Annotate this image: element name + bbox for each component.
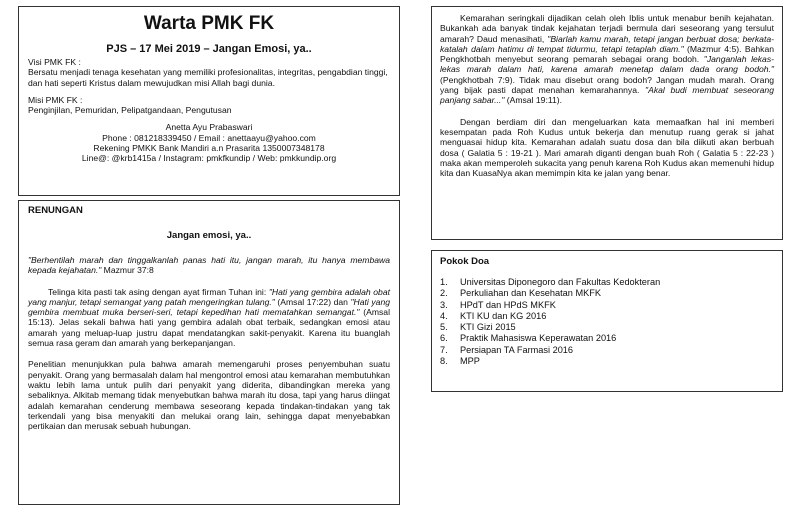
opening-verse-ref: Mazmur 37:8 (101, 265, 154, 276)
list-item (440, 333, 774, 344)
visi-text: Bersatu menjadi tenaga kesehatan yang memiliki profesionalitas, integritas, pengabdian tinggi, dan hati seperti Kristus dalam mewujudkan misi Allah bagi dunia. (28, 67, 388, 88)
item-text: KTI KU dan KG 2016 (460, 310, 547, 321)
item-text: HPdT dan HPdS MKFK (460, 299, 556, 310)
renungan-heading: RENUNGAN (28, 205, 83, 216)
list-item (440, 345, 774, 356)
text-span: Telinga kita pasti tak asing dengan ayat firman Tuhan ini: (48, 286, 269, 297)
contact-phone: Phone : 081218339450 / Email : anettaayu@yahoo.com (102, 132, 316, 143)
item-number: 4. (440, 310, 448, 321)
item-number: 5. (440, 322, 448, 333)
continuation-box (431, 6, 783, 240)
list-item (440, 300, 774, 311)
pokok-doa-heading: Pokok Doa (440, 256, 490, 267)
opening-verse-text: "Berhentilah marah dan tinggalkanlah panas hati itu, jangan marah, itu hanya membawa kepada kejahatan." (28, 255, 390, 276)
item-text: Praktik Mahasiswa Keperawatan 2016 (460, 333, 617, 344)
quote-span: "Biarlah kamu marah, tetapi jangan berbuat dosa; berkata-katalah dalam hatimu di tempat tidurmu, tetapi tetaplah diam." (440, 33, 774, 54)
item-number: 2. (440, 288, 448, 299)
misi-text: Penginjilan, Pemuridan, Pelipatgandaan, Pengutusan (28, 105, 232, 116)
text-span: (Amsal 19:11). (504, 95, 563, 106)
renungan-box (18, 200, 400, 505)
item-number: 6. (440, 333, 448, 344)
pokok-doa-box (431, 250, 783, 392)
header-box (18, 6, 400, 196)
article-title: Jangan emosi, ya.. (166, 230, 252, 241)
text-span: (Amsal 15:13). Jelas sekali bahwa hati yang gembira adalah obat terbaik, sedangkan emosi atau amarah yang meluap-luap justru dapat mendatangkan sakit-penyakit. Karena itu buanglah semua rasa geram dan amarah yang berkepanjangan. (28, 307, 390, 349)
list-item (440, 277, 774, 288)
text-span: (Amsal 17:22) dan (274, 296, 351, 307)
renungan-paragraph-1 (28, 287, 390, 349)
item-number: 7. (440, 344, 448, 355)
list-item (440, 288, 774, 299)
newsletter-subtitle: PJS – 17 Mei 2019 – Jangan Emosi, ya.. (106, 43, 312, 55)
misi-label: Misi PMK FK : (28, 94, 83, 105)
list-item (440, 311, 774, 322)
list-item (440, 356, 774, 367)
text-span: (Mazmur 4:5). Bahkan Pengkhotbah menyebut seorang pemarah sebagai orang bodoh. (440, 43, 775, 65)
prayer-list (440, 277, 774, 367)
list-item (440, 322, 774, 333)
quote-span: "Hati yang gembira membuat muka berseri-seri, tetapi kepedihan hati mematahkan semangat." (28, 296, 390, 318)
item-text: Perkuliahan dan Kesehatan MKFK (460, 288, 601, 299)
item-text: Universitas Diponegoro dan Fakultas Kedokteran (460, 277, 661, 287)
contact-name: Anetta Ayu Prabaswari (165, 122, 253, 133)
item-text: Persiapan TA Farmasi 2016 (460, 344, 574, 355)
newsletter-title: Warta PMK FK (143, 13, 275, 34)
opening-verse (28, 255, 390, 276)
renungan-paragraph-2: Penelitian menunjukkan pula bahwa amarah memengaruhi proses penyembuhan suatu penyakit. Orang yang bermasalah dalam hal mengontrol emosi atau kemarahan membutuhkan waktu lebih lama untuk pulih dari penyakit yang diderita, dibandingkan mereka yang sebaliknya. Alkitab memang tidak menyebutkan bahwa marah itu dosa, tapi yang harus diingat adalah kemarahan cenderung membawa seseorang kepada tindakan-tindakan yang tak terkendali yang bisa menyakiti dan melukai orang lain, sehingga dapat menyebabkan pertikaian dan merusak sebuah hubungan. (28, 359, 390, 432)
text-span: Kemarahan seringkali dijadikan celah oleh Iblis untuk menabur benih kejahatan. Bukankah ada banyak tindak kejahatan terjadi bermula dari seseorang yang tersulut amarah? Daud menasihati, (440, 13, 774, 44)
quote-span: "Janganlah lekas-lekas marah dalam hati, karena amarah menetap dalam dada orang bodoh." (440, 54, 774, 75)
quote-span: "Hati yang gembira adalah obat yang manjur, tetapi semangat yang patah mengeringkan tulang." (28, 286, 390, 307)
continuation-paragraph-2: Dengan berdiam diri dan mengeluarkan kata memaafkan hal ini memberi kesempatan pada Roh Kudus untuk bekerja dan menutup ruang gerak si jahat menguasai hidup kita. Kemarahan adalah suatu dosa dan bila diikuti akan berbuah dosa ( Galatia 5 : 19-21 ). Mari amarah diganti dengan buah Roh ( Galatia 5 : 22-23 ) maka akan memperoleh sukacita yang penuh karena Roh Kudus akan memenuhi hidup kita dan KuasaNya akan memimpin kita ke jalan yang benar. (440, 116, 774, 179)
item-number: 1. (440, 277, 448, 287)
continuation-paragraph-1 (440, 13, 774, 106)
item-text: KTI Gizi 2015 (460, 322, 516, 333)
contact-social: Line@: @krb1415a / Instagram: pmkfkundip / Web: pmkkundip.org (81, 153, 337, 164)
item-text: MPP (460, 356, 480, 367)
quote-span: "Akal budi membuat seseorang panjang sabar..." (440, 85, 774, 106)
item-number: 8. (440, 356, 448, 367)
visi-label: Visi PMK FK : (28, 57, 81, 67)
text-span: (Pengkhotbah 7:9). Tidak mau disebut orang bodoh? Jangan mudah marah. Orang yang bijak pasti dapat menahan kemarahannya. (440, 74, 774, 96)
contact-bank: Rekening PMKK Bank Mandiri a.n Prasarita 1350007348178 (93, 143, 325, 154)
item-number: 3. (440, 299, 448, 310)
